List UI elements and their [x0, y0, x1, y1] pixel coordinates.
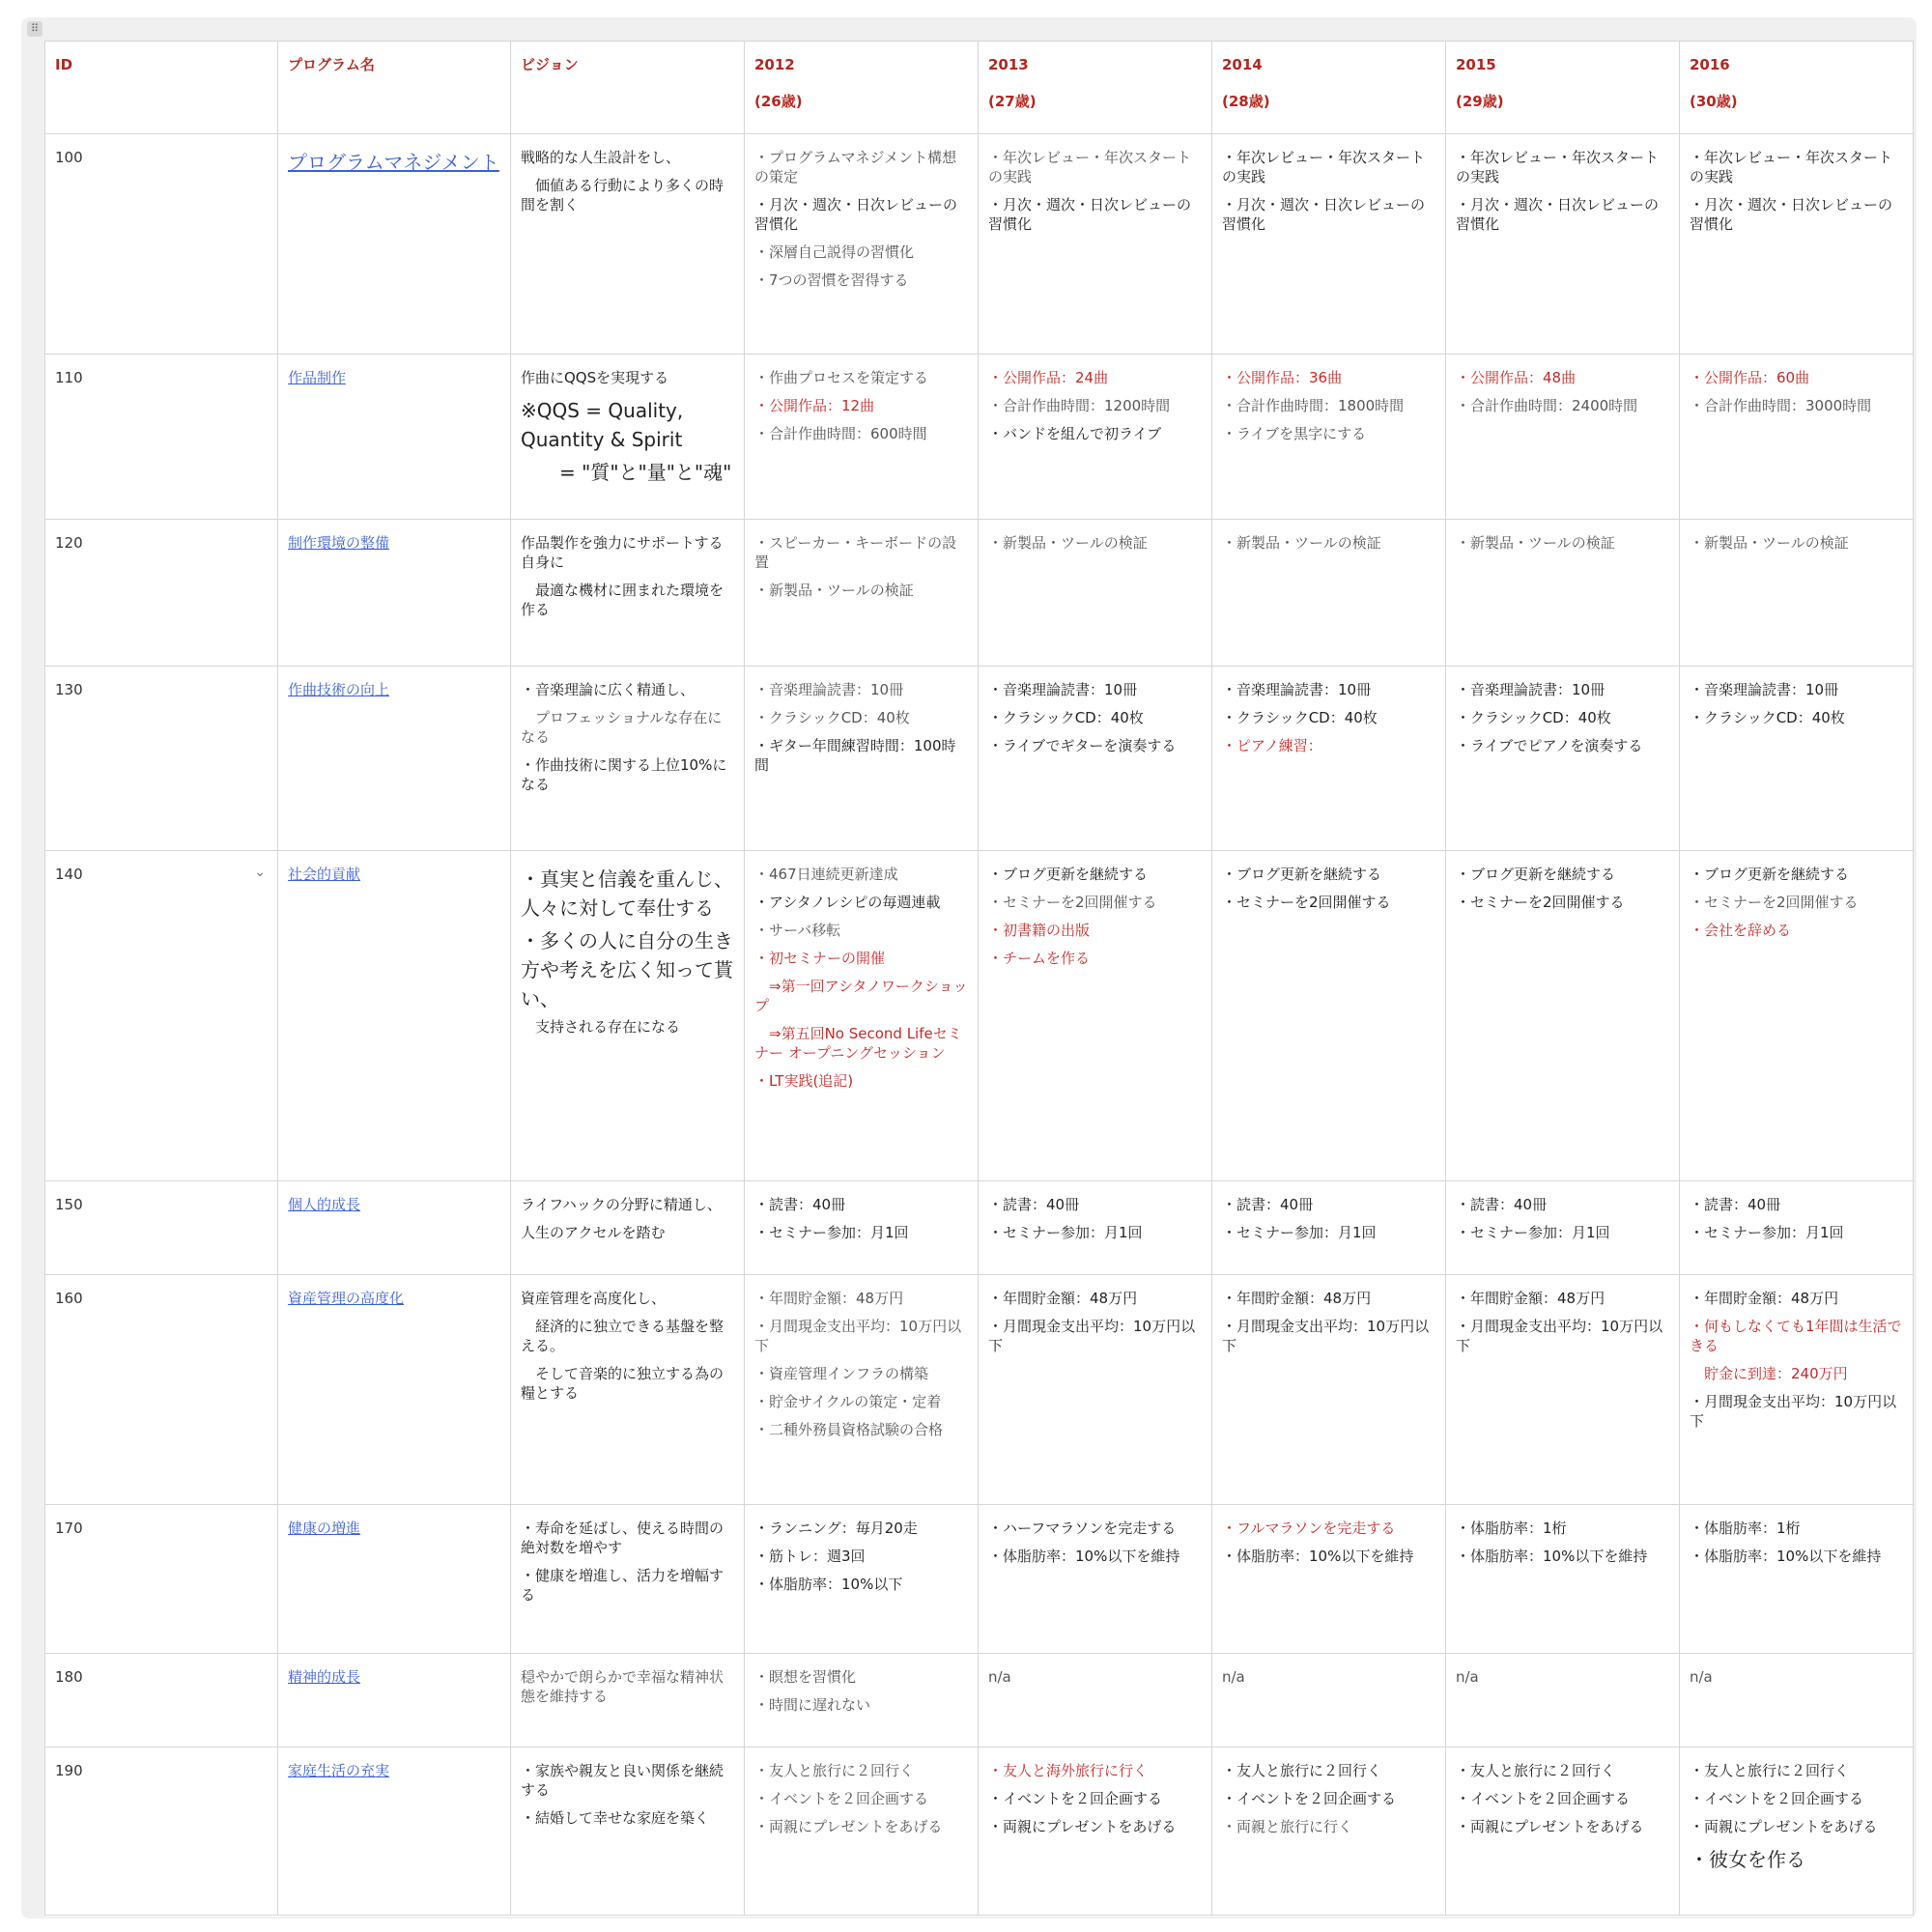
- goal-item: ・ライブでギターを演奏する: [988, 737, 1177, 754]
- id-cell: [45, 520, 278, 667]
- table-row: [45, 134, 1914, 355]
- vision-cell: [511, 134, 745, 355]
- goal-item: ・フルマラソンを完走する: [1222, 1520, 1396, 1537]
- goal-item: ・体脂肪率：10%以下を維持: [1456, 1548, 1648, 1565]
- goal-cell-2012: [745, 134, 979, 355]
- goal-item: ・両親にプレゼントをあげる: [988, 1818, 1177, 1835]
- vision-line: ※QQS = Quality, Quantity & Spirit: [521, 399, 684, 451]
- goal-item: ・彼女を作る: [1690, 1848, 1805, 1871]
- goal-item: ・イベントを２回企画する: [1456, 1790, 1631, 1807]
- vision-line: そして音楽的に独立する為の糧とする: [521, 1365, 724, 1402]
- goal-cell-2013: [979, 667, 1212, 851]
- goal-item: ・年次レビュー・年次スタートの実践: [1222, 149, 1426, 185]
- goal-cell-2014: [1212, 667, 1446, 851]
- id-cell: [45, 1181, 278, 1275]
- vision-line: = "質"と"量"と"魂": [521, 461, 732, 484]
- goal-item: ・ライブを黒字にする: [1222, 425, 1367, 442]
- goal-cell-2015: [1446, 1505, 1680, 1654]
- program-name-link[interactable]: 作曲技術の向上: [288, 681, 390, 698]
- goal-item: ・年次レビュー・年次スタートの実践: [988, 149, 1192, 185]
- goal-item: ・467日連続更新達成: [754, 866, 898, 883]
- goal-item: ・両親にプレゼントをあげる: [1690, 1818, 1878, 1835]
- goal-cell-2013: [979, 851, 1212, 1181]
- row-id: 140: [55, 866, 83, 883]
- goal-item: ・読書：40冊: [1690, 1196, 1781, 1213]
- header-year-2016: [1680, 42, 1914, 134]
- goal-item: ・合計作曲時間：3000時間: [1690, 397, 1872, 414]
- goal-item: ・音楽理論読書：10冊: [754, 681, 904, 698]
- goal-item: ・年間貯金額：48万円: [1222, 1290, 1372, 1307]
- goal-item: ・音楽理論読書：10冊: [1690, 681, 1839, 698]
- table-row: [45, 1181, 1914, 1275]
- goal-cell-2012: [745, 1747, 979, 1916]
- goal-item: n/a: [1222, 1668, 1245, 1686]
- goal-item: ・体脂肪率：1桁: [1456, 1520, 1567, 1537]
- goal-item: ・友人と旅行に２回行く: [1690, 1762, 1850, 1779]
- goal-cell-2015: [1446, 1181, 1680, 1275]
- goal-item: ・読書：40冊: [754, 1196, 846, 1213]
- program-name-link[interactable]: 制作環境の整備: [288, 534, 390, 552]
- table-row: [45, 520, 1914, 667]
- vision-cell: [511, 1275, 745, 1505]
- goal-item: ・ブログ更新を継続する: [1222, 866, 1382, 883]
- goal-item: ・クラシックCD：40枚: [1222, 709, 1378, 726]
- program-name-link[interactable]: プログラムマネジメント: [288, 151, 499, 174]
- goal-item: ・年次レビュー・年次スタートの実践: [1690, 149, 1893, 185]
- id-cell: [45, 1654, 278, 1747]
- row-id: 150: [55, 1196, 83, 1213]
- program-name-link[interactable]: 作品制作: [288, 369, 347, 386]
- goal-cell-2013: [979, 134, 1212, 355]
- vision-cell: [511, 355, 745, 520]
- goal-cell-2013: [979, 1654, 1212, 1747]
- table-row: [45, 1747, 1914, 1916]
- goal-item: ・作曲プロセスを策定する: [754, 369, 929, 386]
- goal-cell-2014: [1212, 1275, 1446, 1505]
- program-name-cell: [278, 520, 511, 667]
- goal-item: ・年間貯金額：48万円: [1690, 1290, 1839, 1307]
- goal-cell-2016: [1680, 851, 1914, 1181]
- goal-cell-2013: [979, 355, 1212, 520]
- goal-item: ・ギター年間練習時間：100時間: [754, 737, 956, 774]
- goal-item: ・合計作曲時間：1800時間: [1222, 397, 1405, 414]
- goal-item: ・セミナー参加：月1回: [1690, 1224, 1844, 1241]
- vision-line: 人生のアクセルを踏む: [521, 1224, 666, 1241]
- goal-item: ・両親にプレゼントをあげる: [1456, 1818, 1644, 1835]
- goal-cell-2015: [1446, 667, 1680, 851]
- id-cell: [45, 667, 278, 851]
- goal-cell-2015: [1446, 355, 1680, 520]
- goal-item: ・公開作品：60曲: [1690, 369, 1810, 386]
- goal-item: ・会社を辞める: [1690, 922, 1792, 939]
- goal-cell-2012: [745, 520, 979, 667]
- id-cell: [45, 1505, 278, 1654]
- goal-item: ⇒第一回アシタノワークショップ: [754, 978, 968, 1014]
- row-id: 190: [55, 1762, 83, 1779]
- goal-item: ・合計作曲時間：2400時間: [1456, 397, 1638, 414]
- table-row: [45, 355, 1914, 520]
- goal-item: ・年間貯金額：48万円: [754, 1290, 904, 1307]
- goal-item: ・音楽理論読書：10冊: [1222, 681, 1372, 698]
- goal-item: ・両親にプレゼントをあげる: [754, 1818, 943, 1835]
- goal-cell-2014: [1212, 134, 1446, 355]
- goal-item: ・読書：40冊: [1222, 1196, 1314, 1213]
- header-year: 2013: [988, 56, 1029, 73]
- goal-cell-2014: [1212, 851, 1446, 1181]
- vision-line: ・家族や親友と良い関係を継続する: [521, 1762, 724, 1799]
- row-id: 120: [55, 534, 83, 552]
- table-row: [45, 667, 1914, 851]
- header-age: (28歳): [1222, 93, 1270, 110]
- goal-item: ・月間現金支出平均：10万円以下: [1456, 1318, 1663, 1354]
- goal-item: ・イベントを２回企画する: [754, 1790, 929, 1807]
- program-name-link[interactable]: 健康の増進: [288, 1520, 361, 1537]
- goal-cell-2016: [1680, 1505, 1914, 1654]
- vision-line: 最適な機材に囲まれた環境を作る: [521, 582, 724, 618]
- header-row: [45, 42, 1914, 134]
- goal-cell-2016: [1680, 667, 1914, 851]
- header-age: (26歳): [754, 93, 803, 110]
- goal-item: ・LT実践(追記): [754, 1072, 854, 1090]
- program-name-cell: [278, 1181, 511, 1275]
- goal-item: ・アシタノレシピの毎週連載: [754, 894, 941, 911]
- program-name-link[interactable]: 資産管理の高度化: [288, 1290, 405, 1307]
- goal-item: ・公開作品：24曲: [988, 369, 1109, 386]
- program-name-link[interactable]: 家庭生活の充実: [288, 1762, 390, 1779]
- goal-item: ・新製品・ツールの検証: [988, 534, 1148, 552]
- goal-item: ・バンドを組んで初ライブ: [988, 425, 1162, 442]
- program-name-cell: [278, 851, 511, 1181]
- id-cell: [45, 1275, 278, 1505]
- goal-item: ・体脂肪率：1桁: [1690, 1520, 1801, 1537]
- goal-item: ・チームを作る: [988, 950, 1091, 967]
- row-id: 180: [55, 1668, 83, 1686]
- table-row: [45, 1654, 1914, 1747]
- goal-item: ・瞑想を習慣化: [754, 1668, 857, 1686]
- header-age: (27歳): [988, 93, 1037, 110]
- goal-cell-2015: [1446, 851, 1680, 1181]
- header-age: (29歳): [1456, 93, 1504, 110]
- id-cell: [45, 355, 278, 520]
- goal-cell-2015: [1446, 1275, 1680, 1505]
- goal-item: ⇒第五回No Second Lifeセミナー オープニングセッション: [754, 1025, 962, 1062]
- goal-item: ・年間貯金額：48万円: [988, 1290, 1138, 1307]
- table-row: [45, 851, 1914, 1181]
- table-row: [45, 1505, 1914, 1654]
- goal-item: ・ピアノ練習：: [1222, 737, 1322, 754]
- goal-item: ・初セミナーの開催: [754, 950, 886, 967]
- chevron-down-icon[interactable]: ⌄: [254, 865, 266, 880]
- goal-item: ・セミナーを2回開催する: [1222, 894, 1391, 911]
- header-year: 2012: [754, 56, 795, 73]
- goal-item: ・体脂肪率：10%以下を維持: [988, 1548, 1180, 1565]
- goal-item: ・スピーカー・キーボードの設置: [754, 534, 957, 571]
- goal-cell-2013: [979, 520, 1212, 667]
- goal-cell-2016: [1680, 520, 1914, 667]
- vision-line: ・作曲技術に関する上位10%になる: [521, 756, 727, 793]
- vision-line: ・音楽理論に広く精通し、: [521, 681, 696, 698]
- row-id: 160: [55, 1290, 83, 1307]
- goal-item: ・初書籍の出版: [988, 922, 1091, 939]
- goal-item: ・友人と旅行に２回行く: [1222, 1762, 1382, 1779]
- goal-item: ・体脂肪率：10%以下: [754, 1576, 903, 1593]
- header-year-2014: [1212, 42, 1446, 134]
- id-cell: [45, 134, 278, 355]
- vision-line: 作品製作を強力にサポートする自身に: [521, 534, 724, 571]
- goal-cell-2012: [745, 1181, 979, 1275]
- goal-item: ・深層自己説得の習慣化: [754, 243, 915, 261]
- life-plan-table: [44, 41, 1914, 1916]
- goal-cell-2016: [1680, 355, 1914, 520]
- goal-item: ・体脂肪率：10%以下を維持: [1222, 1548, 1414, 1565]
- goal-item: ・セミナーを2回開催する: [1690, 894, 1859, 911]
- goal-item: ・ブログ更新を継続する: [1456, 866, 1616, 883]
- vision-line: プロフェッショナルな存在になる: [521, 709, 723, 746]
- goal-cell-2013: [979, 1181, 1212, 1275]
- goal-item: ・何もしなくても1年間は生活できる: [1690, 1318, 1902, 1354]
- goal-item: n/a: [988, 1668, 1011, 1686]
- goal-item: ・読書：40冊: [988, 1196, 1080, 1213]
- goal-item: ・セミナー参加：月1回: [1222, 1224, 1377, 1241]
- goal-item: ・月間現金支出平均：10万円以下: [988, 1318, 1196, 1354]
- row-id: 100: [55, 149, 83, 166]
- program-name-cell: [278, 667, 511, 851]
- goal-item: ・二種外務員資格試験の合格: [754, 1421, 944, 1438]
- program-name-cell: [278, 1505, 511, 1654]
- vision-line: ・多くの人に自分の生き方や考えを広く知って貰い、: [521, 929, 733, 1010]
- goal-cell-2015: [1446, 134, 1680, 355]
- goal-cell-2012: [745, 1505, 979, 1654]
- goal-cell-2013: [979, 1747, 1212, 1916]
- goal-cell-2015: [1446, 520, 1680, 667]
- goal-item: ・クラシックCD：40枚: [1456, 709, 1611, 726]
- goal-item: ・年間貯金額：48万円: [1456, 1290, 1605, 1307]
- header-year-2012: [745, 42, 979, 134]
- vision-line: 経済的に独立できる基盤を整える。: [521, 1318, 724, 1354]
- vision-line: ・寿命を延ばし、使える時間の絶対数を増やす: [521, 1520, 724, 1556]
- vision-cell: [511, 851, 745, 1181]
- goal-item: ・イベントを２回企画する: [988, 1790, 1163, 1807]
- vision-line: ・結婚して幸せな家庭を築く: [521, 1809, 710, 1827]
- goal-cell-2016: [1680, 1181, 1914, 1275]
- goal-cell-2014: [1212, 355, 1446, 520]
- vision-line: ・健康を増進し、活力を増幅する: [521, 1567, 724, 1604]
- goal-item: ・月間現金支出平均：10万円以下: [754, 1318, 962, 1354]
- row-id: 110: [55, 369, 83, 386]
- id-cell: [45, 1747, 278, 1916]
- goal-cell-2016: [1680, 1747, 1914, 1916]
- goal-item: ・新製品・ツールの検証: [1222, 534, 1381, 552]
- vision-line: ライフハックの分野に精通し、: [521, 1196, 722, 1213]
- goal-cell-2013: [979, 1275, 1212, 1505]
- header-year: 2015: [1456, 56, 1496, 73]
- goal-item: n/a: [1690, 1668, 1713, 1686]
- goal-item: ・音楽理論読書：10冊: [988, 681, 1138, 698]
- vision-line: 支持される存在になる: [521, 1018, 681, 1036]
- goal-cell-2014: [1212, 520, 1446, 667]
- program-name-link[interactable]: 個人的成長: [288, 1196, 361, 1213]
- goal-cell-2012: [745, 667, 979, 851]
- goal-item: ・ブログ更新を継続する: [1690, 866, 1850, 883]
- goal-item: ・公開作品：12曲: [754, 397, 875, 414]
- program-name-cell: [278, 1747, 511, 1916]
- program-name-cell: [278, 134, 511, 355]
- vision-cell: [511, 667, 745, 851]
- goal-item: ・友人と海外旅行に行く: [988, 1762, 1149, 1779]
- goal-item: ・新製品・ツールの検証: [1690, 534, 1849, 552]
- goal-item: ・サーバ移転: [754, 922, 841, 939]
- goal-item: ・セミナー参加：月1回: [1456, 1224, 1610, 1241]
- goal-item: ・公開作品：48曲: [1456, 369, 1577, 386]
- vision-line: ・真実と信義を重んじ、人々に対して奉仕する: [521, 867, 733, 920]
- goal-item: ・月間現金支出平均：10万円以下: [1690, 1393, 1897, 1430]
- vision-cell: [511, 1181, 745, 1275]
- goal-item: ・貯金サイクルの策定・定着: [754, 1393, 942, 1410]
- goal-cell-2014: [1212, 1505, 1446, 1654]
- goal-item: ・クラシックCD：40枚: [988, 709, 1144, 726]
- goal-item: ・ライブでピアノを演奏する: [1456, 737, 1643, 754]
- goal-cell-2014: [1212, 1747, 1446, 1916]
- header-program-name: プログラム名: [278, 42, 511, 134]
- goal-cell-2016: [1680, 134, 1914, 355]
- goal-item: ・イベントを２回企画する: [1222, 1790, 1397, 1807]
- header-age: (30歳): [1690, 93, 1738, 110]
- goal-item: ・月次・週次・日次レビューの習慣化: [1690, 196, 1893, 233]
- goal-item: ・友人と旅行に２回行く: [754, 1762, 915, 1779]
- goal-cell-2012: [745, 1275, 979, 1505]
- header-year-2013: [979, 42, 1212, 134]
- goal-cell-2016: [1680, 1654, 1914, 1747]
- goal-item: ・クラシックCD：40枚: [1690, 709, 1845, 726]
- drag-handle-icon[interactable]: ⠿: [27, 21, 43, 37]
- goal-item: ・月間現金支出平均：10万円以下: [1222, 1318, 1430, 1354]
- goal-cell-2012: [745, 355, 979, 520]
- vision-line: 価値ある行動により多くの時間を割く: [521, 177, 724, 213]
- goal-item: ・セミナーを2回開催する: [988, 894, 1157, 911]
- program-name-cell: [278, 1654, 511, 1747]
- goal-item: ・両親と旅行に行く: [1222, 1818, 1353, 1835]
- goal-cell-2016: [1680, 1275, 1914, 1505]
- goal-item: ・プログラムマネジメント構想の策定: [754, 149, 957, 185]
- program-name-link[interactable]: 社会的貢献: [288, 866, 361, 883]
- header-year-2015: [1446, 42, 1680, 134]
- vision-line: 資産管理を高度化し、: [521, 1290, 667, 1307]
- goal-item: ・音楽理論読書：10冊: [1456, 681, 1605, 698]
- goal-item: ・クラシックCD：40枚: [754, 709, 910, 726]
- goal-item: ・セミナー参加：月1回: [754, 1224, 909, 1241]
- vision-cell: [511, 520, 745, 667]
- goal-item: ・資産管理インフラの構築: [754, 1365, 929, 1382]
- vision-line: 穏やかで朗らかで幸福な精神状態を維持する: [521, 1668, 724, 1705]
- header-id: ID: [45, 42, 278, 134]
- vision-cell: [511, 1505, 745, 1654]
- program-name-cell: [278, 355, 511, 520]
- goal-item: ・体脂肪率：10%以下を維持: [1690, 1548, 1882, 1565]
- vision-cell: [511, 1654, 745, 1747]
- goal-item: ・時間に遅れない: [754, 1696, 871, 1714]
- goal-item: ・友人と旅行に２回行く: [1456, 1762, 1616, 1779]
- goal-item: ・新製品・ツールの検証: [754, 582, 914, 599]
- table-row: [45, 1275, 1914, 1505]
- goal-item: ・月次・週次・日次レビューの習慣化: [754, 196, 958, 233]
- vision-line: 作曲にQQSを実現する: [521, 369, 669, 386]
- goal-item: ・セミナーを2回開催する: [1456, 894, 1625, 911]
- vision-cell: [511, 1747, 745, 1916]
- program-name-link[interactable]: 精神的成長: [288, 1668, 361, 1686]
- goal-item: ・合計作曲時間：1200時間: [988, 397, 1171, 414]
- goal-item: ・イベントを２回企画する: [1690, 1790, 1864, 1807]
- goal-item: ・月次・週次・日次レビューの習慣化: [988, 196, 1192, 233]
- goal-item: ・月次・週次・日次レビューの習慣化: [1222, 196, 1426, 233]
- goal-cell-2014: [1212, 1654, 1446, 1747]
- goal-item: ・合計作曲時間：600時間: [754, 425, 927, 442]
- vision-line: 戦略的な人生設計をし、: [521, 149, 681, 166]
- id-cell: [45, 851, 278, 1181]
- header-year: 2016: [1690, 56, 1730, 73]
- goal-cell-2012: [745, 851, 979, 1181]
- goal-item: ・月次・週次・日次レビューの習慣化: [1456, 196, 1660, 233]
- goal-item: ・読書：40冊: [1456, 1196, 1548, 1213]
- goal-cell-2015: [1446, 1747, 1680, 1916]
- row-id: 130: [55, 681, 83, 698]
- life-plan-table-container: [44, 41, 1913, 1917]
- goal-item: ・公開作品：36曲: [1222, 369, 1343, 386]
- row-id: 170: [55, 1520, 83, 1537]
- goal-item: ・ハーフマラソンを完走する: [988, 1520, 1177, 1537]
- header-vision: ビジョン: [511, 42, 745, 134]
- goal-cell-2013: [979, 1505, 1212, 1654]
- goal-item: 貯金に到達：240万円: [1690, 1365, 1848, 1382]
- goal-item: ・7つの習慣を習得する: [754, 271, 909, 289]
- goal-item: ・セミナー参加：月1回: [988, 1224, 1143, 1241]
- goal-item: ・筋トレ：週3回: [754, 1548, 866, 1565]
- goal-cell-2014: [1212, 1181, 1446, 1275]
- header-year: 2014: [1222, 56, 1263, 73]
- goal-item: ・年次レビュー・年次スタートの実践: [1456, 149, 1660, 185]
- goal-cell-2015: [1446, 1654, 1680, 1747]
- goal-cell-2012: [745, 1654, 979, 1747]
- table-body: [45, 134, 1914, 1916]
- goal-item: ・新製品・ツールの検証: [1456, 534, 1615, 552]
- goal-item: n/a: [1456, 1668, 1479, 1686]
- goal-item: ・ランニング：毎月20走: [754, 1520, 918, 1537]
- program-name-cell: [278, 1275, 511, 1505]
- goal-item: ・ブログ更新を継続する: [988, 866, 1149, 883]
